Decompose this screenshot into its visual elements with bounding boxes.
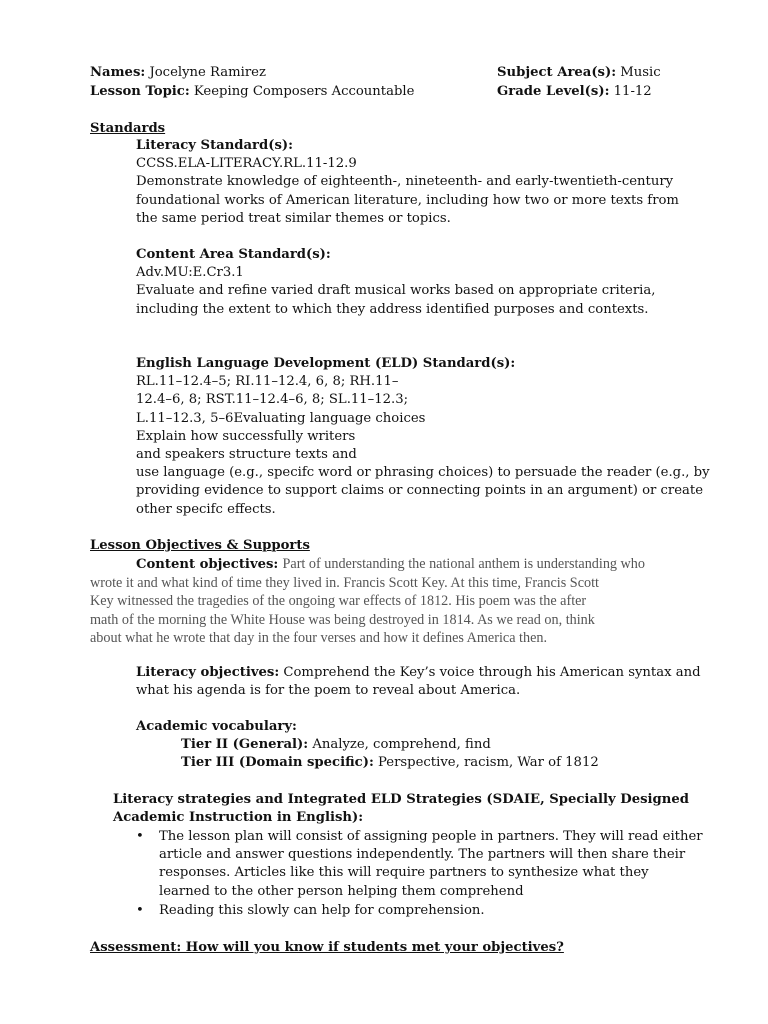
content-area-standard-line: including the extent to which they address identified purposes and contexts.: [136, 301, 649, 317]
standards-heading: Standards: [90, 121, 166, 136]
subject-area-field: [497, 64, 661, 82]
eld-standard-line: RL.11–12.4–5; RI.11–12.4, 6, 8; RH.11–: [136, 374, 399, 390]
strategy-bullet-line: learned to the other person helping them comprehend: [159, 883, 524, 899]
assessment-heading: Assessment: How will you know if students met your objectives?: [90, 940, 564, 955]
content-objectives-line: math of the morning the White House was being destroyed in 1814. As we read on, think: [90, 611, 595, 628]
content-area-standard-section: [136, 246, 655, 319]
eld-standard-label: English Language Development (ELD) Standard(s):: [136, 356, 516, 371]
content-objectives-section: [90, 555, 645, 647]
objectives-heading: Lesson Objectives & Supports: [90, 538, 310, 553]
eld-standard-line: Explain how successfully writers: [136, 428, 356, 444]
tier3-label: Tier III (Domain specific):: [181, 755, 374, 771]
lesson-topic-field: [90, 83, 414, 101]
strategy-bullet-line: Reading this slowly can help for comprehension.: [159, 903, 485, 918]
eld-standard-line: 12.4–6, 8; RST.11–12.4–6, 8; SL.11–12.3;: [136, 392, 409, 408]
eld-standard-section: [136, 355, 710, 519]
literacy-standard-line: foundational works of American literature, including how two or more texts from: [136, 192, 679, 208]
strategies-heading-line: Academic Instruction in English):: [113, 810, 364, 826]
strategy-bullet-line: The lesson plan will consist of assigning people in partners. They will read either: [159, 829, 703, 844]
content-area-standard-line: Adv.MU:E.Cr3.1: [136, 265, 244, 281]
eld-standard-line: use language (e.g., specifc word or phrasing choices) to persuade the reader (e.g., by: [136, 465, 710, 481]
names-label: Names:: [90, 65, 146, 80]
literacy-objectives-line: what his agenda is for the poem to reveal about America.: [136, 683, 521, 699]
content-objectives-line: Part of understanding the national anthem is understanding who: [282, 556, 645, 572]
content-objectives-line: wrote it and what kind of time they lived in. Francis Scott Key. At this time, Francis Scott: [90, 575, 599, 592]
eld-standard-line: L.11–12.3, 5–6Evaluating language choices: [136, 410, 426, 426]
content-objectives-label: Content objectives:: [136, 557, 279, 572]
strategies-heading: [113, 791, 689, 827]
strategy-bullet-line: responses. Articles like this will require partners to synthesize what they: [159, 865, 649, 881]
subject-area-label: Subject Area(s):: [497, 65, 617, 80]
content-objectives-line: about what he wrote that day in the four verses and how it defines America then.: [90, 629, 548, 646]
content-area-standard-line: Evaluate and refine varied draft musical works based on appropriate criteria,: [136, 283, 656, 299]
grade-level-field: [497, 83, 652, 101]
academic-vocabulary-section: [136, 718, 599, 773]
content-objectives-line: Key witnessed the tragedies of the ongoing war effects of 1812. His poem was the after: [90, 593, 587, 610]
lesson-topic-value: Keeping Composers Accountable: [193, 84, 415, 99]
bullet-icon: •: [136, 903, 144, 918]
eld-standard-line: other specifc effects.: [136, 501, 276, 517]
literacy-standard-line: CCSS.ELA-LITERACY.RL.11-12.9: [136, 156, 357, 172]
strategy-bullet-line: article and answer questions independently. The partners will then share their: [159, 847, 686, 863]
strategy-bullet-item: [136, 902, 485, 920]
tier3-value: Perspective, racism, War of 1812: [378, 755, 599, 771]
tier2-label: Tier II (General):: [181, 737, 309, 753]
strategies-heading-line: Literacy strategies and Integrated ELD Strategies (SDAIE, Specially Designed: [113, 792, 689, 807]
names-value: Jocelyne Ramirez: [149, 65, 266, 80]
literacy-standard-section: [136, 137, 679, 228]
literacy-standard-line: Demonstrate knowledge of eighteenth-, nineteenth- and early-twentieth-century: [136, 174, 674, 190]
bullet-icon: •: [136, 829, 144, 844]
eld-standard-line: and speakers structure texts and: [136, 447, 357, 463]
literacy-standard-label: Literacy Standard(s):: [136, 138, 293, 153]
lesson-topic-label: Lesson Topic:: [90, 84, 190, 99]
names-field: [90, 64, 266, 82]
content-area-standard-label: Content Area Standard(s):: [136, 247, 331, 262]
grade-level-value: 11-12: [613, 84, 652, 99]
subject-area-value: Music: [620, 65, 661, 80]
eld-standard-line: providing evidence to support claims or connecting points in an argument) or create: [136, 483, 704, 499]
literacy-objectives-line: Comprehend the Key’s voice through his American syntax and: [283, 665, 701, 680]
strategy-bullet-item: [136, 828, 703, 901]
academic-vocabulary-label: Academic vocabulary:: [136, 719, 297, 734]
literacy-standard-line: the same period treat similar themes or topics.: [136, 210, 451, 226]
literacy-objectives-label: Literacy objectives:: [136, 665, 280, 680]
tier2-value: Analyze, comprehend, find: [312, 737, 491, 753]
literacy-objectives-section: [136, 664, 701, 700]
grade-level-label: Grade Level(s):: [497, 84, 610, 99]
